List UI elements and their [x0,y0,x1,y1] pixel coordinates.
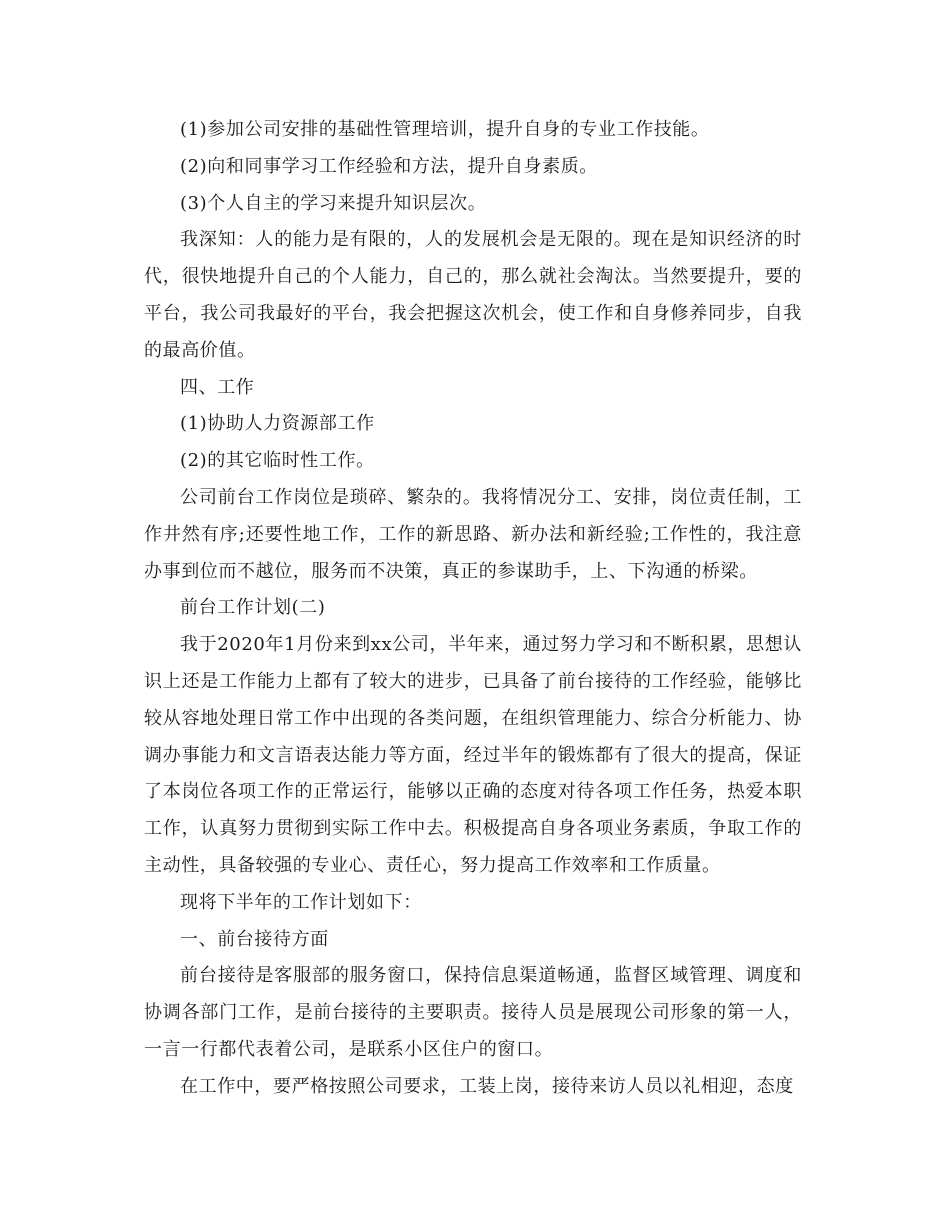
document-body [144,112,802,1106]
section-heading-work: 四、工作 [180,376,255,398]
list-item-hr-assist: (1)协助人力资源部工作 [180,413,375,435]
paragraph-half-year-review: 我于2020年1月份来到xx公司，半年来，通过努力学习和不断积累，思想认识上还是工作能力上都有了较大的进步，已具备了前台接待的工作经验，能够比较从容地处理日常工作中出现的各类问题，在组织管理能力、综合分析能力、协调办事能力和文言语表达能力等方面，经过半年的锻炼都有了很大的提高，保证了本岗位各项工作的正常运行，能够以正确的态度对待各项工作任务，热爱本职工作，认真努力贯彻到实际工作中去。积极提高自身各项业务素质，争取工作的主动性，具备较强的专业心、责任心，努力提高工作效率和工作质量。 [144,634,802,876]
list-item-training: (1)参加公司安排的基础性管理培训，提升自身的专业工作技能。 [180,119,710,140]
paragraph-reception-role: 前台接待是客服部的服务窗口，保持信息渠道畅通，监督区域管理、调度和协调各部门工作，是前台接待的主要职责。接待人员是展现公司形象的第一人，一言一行都代表着公司，是联系小区住户的窗口。 [144,965,802,1060]
paragraph-work-requirements: 在工作中，要严格按照公司要求，工装上岗，接待来访人员以礼相迎，态度 [180,1075,794,1097]
section-heading-reception: 一、前台接待方面 [180,928,329,950]
list-item-temporary-work: (2)的其它临时性工作。 [180,450,375,472]
section-title-plan-two: 前台工作计划(二) [180,597,326,619]
list-item-learn-colleagues: (2)向和同事学习工作经验和方法，提升自身素质。 [180,155,598,177]
paragraph-ability: 我深知：人的能力是有限的，人的发展机会是无限的。现在是知识经济的时代，很快地提升自己的个人能力，自己的，那么就社会淘汰。当然要提升，要的平台，我公司我最好的平台，我会把握这次机会，使工作和自身修养同步，自我的最高价值。 [144,229,802,361]
paragraph-front-desk-duties: 公司前台工作岗位是琐碎、繁杂的。我将情况分工、安排，岗位责任制，工作井然有序;还要性地工作，工作的新思路、新办法和新经验;工作性的，我注意办事到位而不越位，服务而不决策，真正的参谋助手，上、下沟通的桥梁。 [144,486,802,582]
list-item-self-study: (3)个人自主的学习来提升知识层次。 [180,192,487,214]
paragraph-plan-intro: 现将下半年的工作计划如下： [180,891,422,913]
